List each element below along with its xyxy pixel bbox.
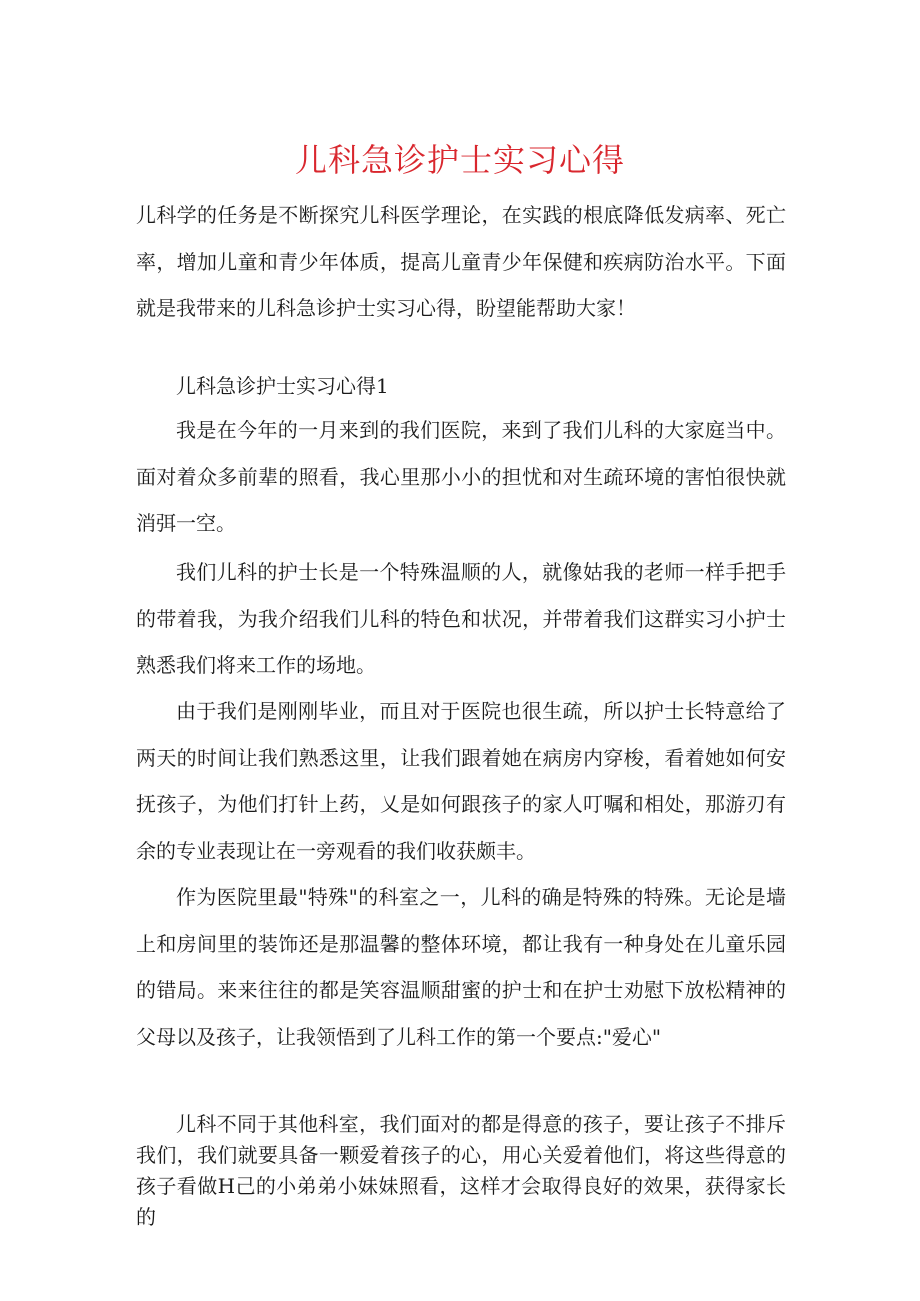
body-paragraph: 作为医院里最"特殊"的科室之一，儿科的确是特殊的特殊。无论是墙上和房间里的装饰还是那温馨的整体环境，都让我有一种身处在儿童乐园的错局。来来往往的都是笑容温顺甜蜜的护士和在护士劝慰下放松精神的父母以及孩子，让我领悟到了儿科工作的第一个要点:"爱心" [136,885,786,1049]
intro-paragraph: 儿科学的任务是不断探究儿科医学理论，在实践的根底降低发病率、死亡率，增加儿童和青少年体质，提高儿童青少年保健和疾病防治水平。下面就是我带来的儿科急诊护士实习心得，盼望能帮助大家！ [136,203,786,320]
body-paragraph: 由于我们是刚刚毕业，而且对于医院也很生疏，所以护士长特意给了两天的时间让我们熟悉这里，让我们跟着她在病房内穿梭，看着她如何安抚孩子，为他们打针上药，乂是如何跟孩子的家人叮嘱和相处，那游刃有余的专业表现让在一旁观看的我们收获颇丰。 [136,699,786,863]
body-paragraph: 我们儿科的护士长是一个特殊温顺的人，就像姑我的老师一样手把手的带着我，为我介绍我们儿科的特色和状况，并带着我们这群实习小护士熟悉我们将来工作的场地。 [136,560,786,677]
section-heading: 儿科急诊护士实习心得1 [176,374,389,398]
document-title: 儿科急诊护士实习心得 [294,141,625,179]
body-paragraph: 我是在今年的一月来到的我们医院，来到了我们儿科的大家庭当中。面对着众多前辈的照看，我心里那小小的担忧和对生疏环境的害怕很快就消弭一空。 [136,418,786,535]
body-paragraph: 儿科不同于其他科室，我们面对的都是得意的孩子，要让孩子不排斥我们，我们就要具备一颗爱着孩子的心，用心关爱着他们，将这些得意的孩子看做H己的小弟弟小妹妹照看，这样才会取得良好的效果，获得家长的 [136,1112,786,1229]
